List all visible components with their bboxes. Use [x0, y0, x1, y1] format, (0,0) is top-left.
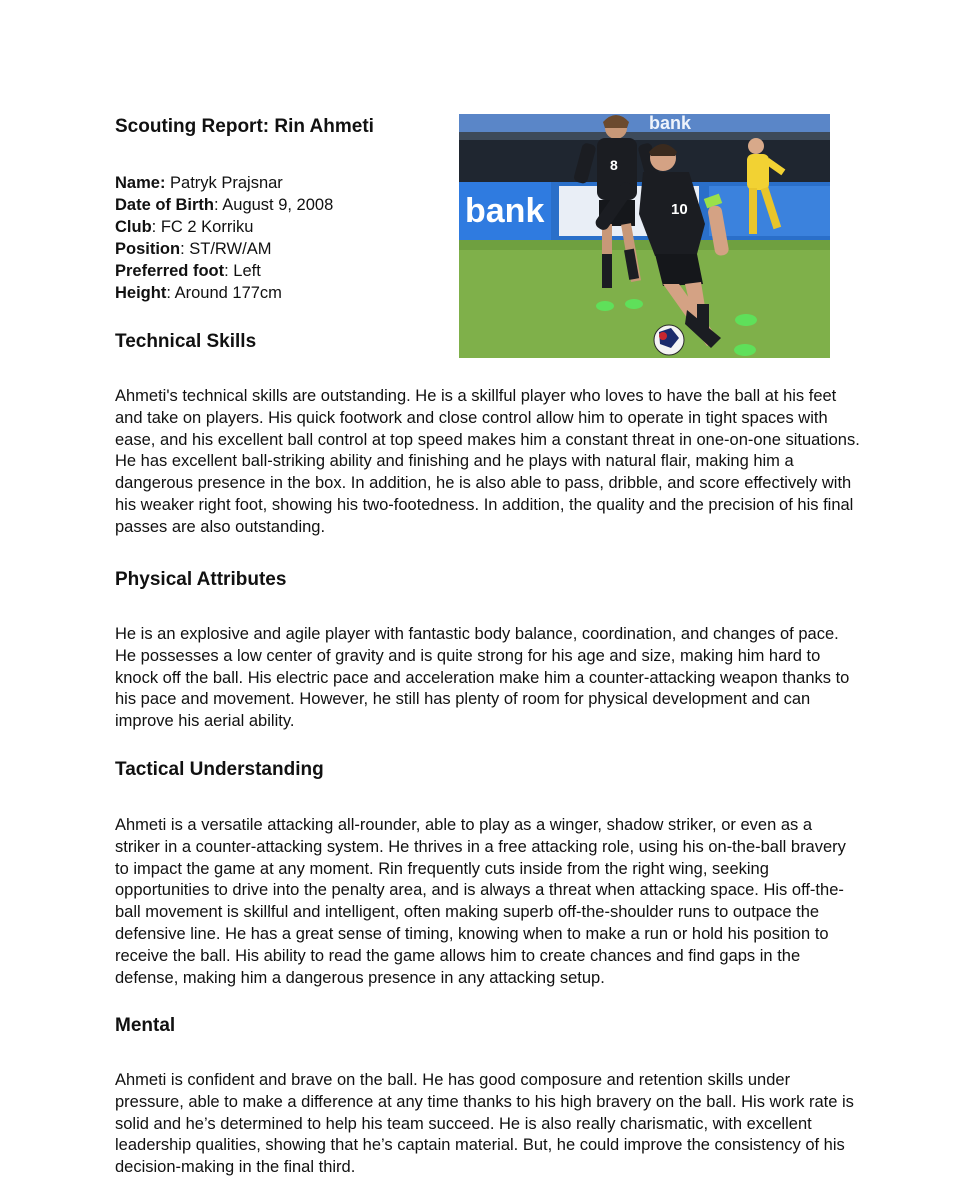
report-title: Scouting Report: Rin Ahmeti: [115, 116, 374, 137]
fact-value: : ST/RW/AM: [180, 240, 272, 258]
section-body-physical-attributes: He is an explosive and agile player with fantastic body balance, coordination, and changes of pace. He possesses a low center of gravity and is quite strong for his age and size, making him hard to knock off the ball. His electric pace and acceleration make him a counter-attacking weapon thanks to his pace and movement. However, he still has plenty of room for physical development and can improve his aerial ability.: [115, 625, 850, 731]
shirt-number-back: 8: [610, 157, 618, 173]
fact-height: [115, 282, 333, 304]
fact-club: [115, 216, 333, 238]
fact-preferred-foot: [115, 260, 333, 282]
fact-value: : FC 2 Korriku: [151, 218, 254, 236]
section-body-tactical-understanding: Ahmeti is a versatile attacking all-rounder, able to play as a winger, shadow striker, or even as a striker in a counter-attacking system. He thrives in a free attacking role, using his on-the-ball bravery to impact the game at any moment. Rin frequently cuts inside from the right wing, seeking opportunities to drive into the penalty area, and is always a threat when attacking space. His off-the-ball movement is skillful and intelligent, often making superb off-the-shoulder runs to outpace the defensive line. He has a great sense of timing, knowing when to make a run or hold his position to receive the ball. His ability to read the game allows him to create chances and find gaps in the defense, making him a dangerous presence in any attacking setup.: [115, 816, 846, 987]
top-banner: [459, 114, 830, 132]
ad-board-text: bank: [465, 192, 545, 230]
fact-position: [115, 238, 333, 260]
section-body-mental: Ahmeti is confident and brave on the ball. He has good composure and retention skills under pressure, able to make a difference at any time thanks to his high bravery on the ball. His work rate is solid and he’s determined to help his team succeed. He is also really charismatic, with excellent leadership qualities, showing that he’s captain material. But, he could improve the consistency of his decision-making in the final third.: [115, 1071, 854, 1177]
section-heading-physical-attributes: Physical Attributes: [115, 569, 287, 590]
fact-label: Preferred foot: [115, 262, 225, 280]
fact-label: Height: [115, 284, 167, 302]
section-heading-technical-skills: Technical Skills: [115, 331, 257, 352]
fact-name: [115, 172, 333, 194]
fact-value: : August 9, 2008: [214, 196, 334, 214]
section-body-technical-skills: Ahmeti's technical skills are outstanding. He is a skillful player who loves to have the ball at his feet and take on players. His quick footwork and close control allow him to operate in tight spaces with ease, and his excellent ball control at top speed makes him a constant threat in one-on-one situations. He has excellent ball-striking ability and finishing and he plays with natural flair, making him a dangerous presence in the box. In addition, he is also able to pass, dribble, and score effectively with his weaker right foot, showing his two-footedness. In addition, the quality and the precision of his final passes are also outstanding.: [115, 387, 860, 536]
fact-value: : Around 177cm: [166, 284, 282, 302]
football: [654, 325, 684, 355]
top-banner-text: bank: [649, 114, 692, 133]
fact-label: Name:: [115, 174, 166, 192]
fact-label: Position: [115, 240, 181, 258]
section-heading-mental: Mental: [115, 1015, 176, 1036]
pitch: [459, 240, 830, 358]
shirt-number-main: 10: [671, 201, 688, 218]
player-facts: [115, 172, 333, 304]
fact-value: : Left: [224, 262, 261, 280]
fact-date-of-birth: [115, 194, 333, 216]
section-heading-tactical-understanding: Tactical Understanding: [115, 759, 324, 780]
fact-label: Club: [115, 218, 152, 236]
fact-value: Patryk Prajsnar: [165, 174, 283, 192]
player-photo: [459, 114, 830, 358]
fact-label: Date of Birth: [115, 196, 214, 214]
